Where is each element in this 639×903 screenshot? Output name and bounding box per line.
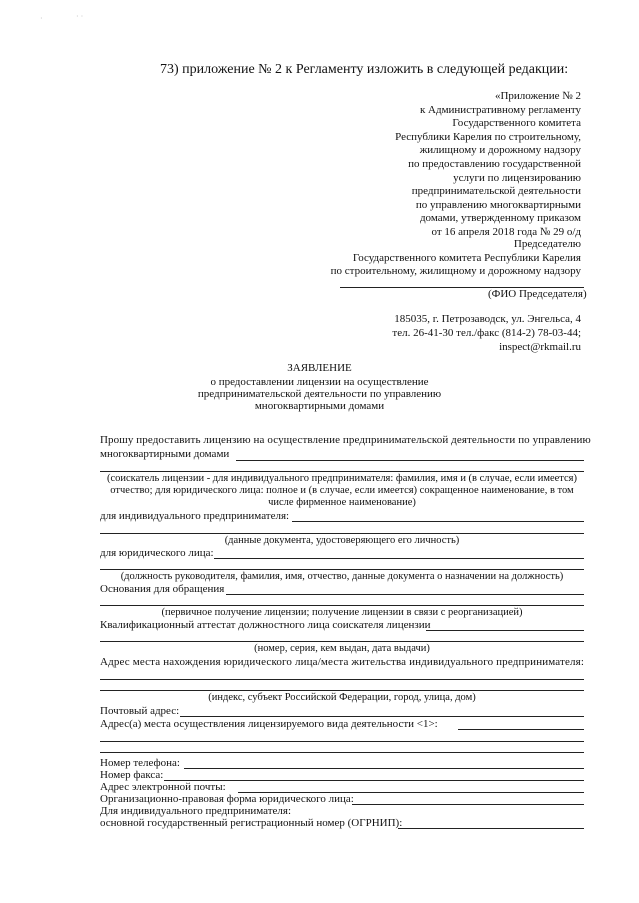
cert-label: Квалификационный аттестат должностного лица соискателя лицензии <box>100 619 431 631</box>
contact-line: inspect@rkmail.ru <box>499 341 581 353</box>
intro-text: 73) приложение № 2 к Регламенту изложить в следующей редакции: <box>160 62 569 77</box>
appendix-line: по управлению многоквартирными <box>415 198 581 211</box>
address-caption: (индекс, субъект Российской Федерации, город, улица, дом) <box>208 692 476 703</box>
activity-field-2[interactable] <box>100 741 584 742</box>
ogrnip-field[interactable] <box>398 828 584 829</box>
appendix-line: жилищному и дорожному надзору <box>419 144 581 157</box>
postal-field[interactable] <box>180 716 584 717</box>
grounds-caption: (первичное получение лицензии; получение лицензии в связи с реорганизацией) <box>161 607 523 618</box>
cert-field-2[interactable] <box>100 641 584 642</box>
contacts-block <box>392 312 581 354</box>
applicant-caption: (соискатель лицензии - для индивидуального предпринимателя: фамилия, имя и (в случае, если имеется) отчество; для юридического лица: полное и (в случае, если имеется) сокращенное наименование, в том числе фирменное наименование) <box>107 473 577 508</box>
appendix-line: Республики Карелия по строительному, <box>395 130 581 143</box>
legal-form-label: Организационно-правовая форма юридического лица: <box>100 793 354 805</box>
legal-field[interactable] <box>214 558 584 559</box>
scan-mark: · <box>40 14 43 23</box>
address-field[interactable] <box>100 679 584 680</box>
ip-field[interactable] <box>292 521 584 522</box>
scan-mark: · · <box>76 12 84 21</box>
ogrnip-label: Для индивидуального предпринимателя: <box>100 805 291 817</box>
legal-form-field[interactable] <box>352 804 584 805</box>
subtitle-line: о предоставлении лицензии на осуществление <box>210 376 429 388</box>
applicant-field[interactable] <box>100 471 584 472</box>
contact-line: 185035, г. Петрозаводск, ул. Энгельса, 4 <box>394 313 581 325</box>
activity-field-3[interactable] <box>100 752 584 753</box>
ip-label: для индивидуального предпринимателя: <box>100 510 290 522</box>
appendix-line: домами, утвержденному приказом <box>419 212 581 225</box>
address-label: Адрес места нахождения юридического лица/места жительства индивидуального предпринимателя: <box>100 656 585 668</box>
activity-label: Адрес(а) места осуществления лицензируемого вида деятельности <1>: <box>100 718 438 730</box>
fax-field[interactable] <box>164 780 584 781</box>
addressee-block <box>331 238 581 279</box>
activity-field[interactable] <box>458 729 584 730</box>
document-title: ЗАЯВЛЕНИЕ <box>287 362 352 374</box>
addressee-line: по строительному, жилищному и дорожному надзору <box>330 265 581 278</box>
request-text: Прошу предоставить лицензию на осуществление предпринимательской деятельности по управлению <box>100 434 591 446</box>
appendix-line: Государственного комитета <box>452 117 581 130</box>
phone-field[interactable] <box>184 768 584 769</box>
id-caption: (данные документа, удостоверяющего его личность) <box>224 535 460 546</box>
addressee-line: Председателю <box>513 238 581 250</box>
appendix-line: «Приложение № 2 <box>494 90 581 102</box>
subtitle-line: предпринимательской деятельности по управлению <box>197 388 442 400</box>
cert-field[interactable] <box>426 630 584 631</box>
postal-label: Почтовый адрес: <box>100 705 180 717</box>
request-field[interactable] <box>236 460 584 461</box>
cert-caption: (номер, серия, кем выдан, дата выдачи) <box>254 643 430 654</box>
appendix-line: предпринимательской деятельности <box>411 185 581 198</box>
ogrnip-label-cont: основной государственный регистрационный номер (ОГРНИП): <box>100 817 403 829</box>
fio-caption: (ФИО Председателя) <box>488 288 587 300</box>
grounds-field[interactable] <box>226 594 584 595</box>
appendix-line: по предоставлению государственной <box>408 157 581 170</box>
appendix-line: услуги по лицензированию <box>453 171 581 184</box>
legal-label: для юридического лица: <box>100 547 214 559</box>
address-field-2[interactable] <box>100 690 584 691</box>
appendix-line: к Административному регламенту <box>419 103 581 116</box>
grounds-label: Основания для обращения <box>100 583 225 595</box>
document-subtitle <box>0 376 639 412</box>
addressee-line: Государственного комитета Республики Карелия <box>352 251 581 264</box>
request-text-cont: многоквартирными домами <box>100 448 230 460</box>
appendix-header <box>395 90 581 240</box>
head-caption: (должность руководителя, фамилия, имя, отчество, данные документа о назначении на должность) <box>120 571 564 582</box>
appendix-line: от 16 апреля 2018 года № 29 о/д <box>431 225 581 238</box>
fax-label: Номер факса: <box>100 769 164 781</box>
ip-field-2[interactable] <box>100 533 584 534</box>
subtitle-line: многоквартирными домами <box>254 400 385 412</box>
legal-field-2[interactable] <box>100 569 584 570</box>
grounds-field-2[interactable] <box>100 605 584 606</box>
email-label: Адрес электронной почты: <box>100 781 226 793</box>
contact-line: тел. 26-41-30 тел./факс (814-2) 78-03-44; <box>392 327 581 339</box>
phone-label: Номер телефона: <box>100 757 180 769</box>
